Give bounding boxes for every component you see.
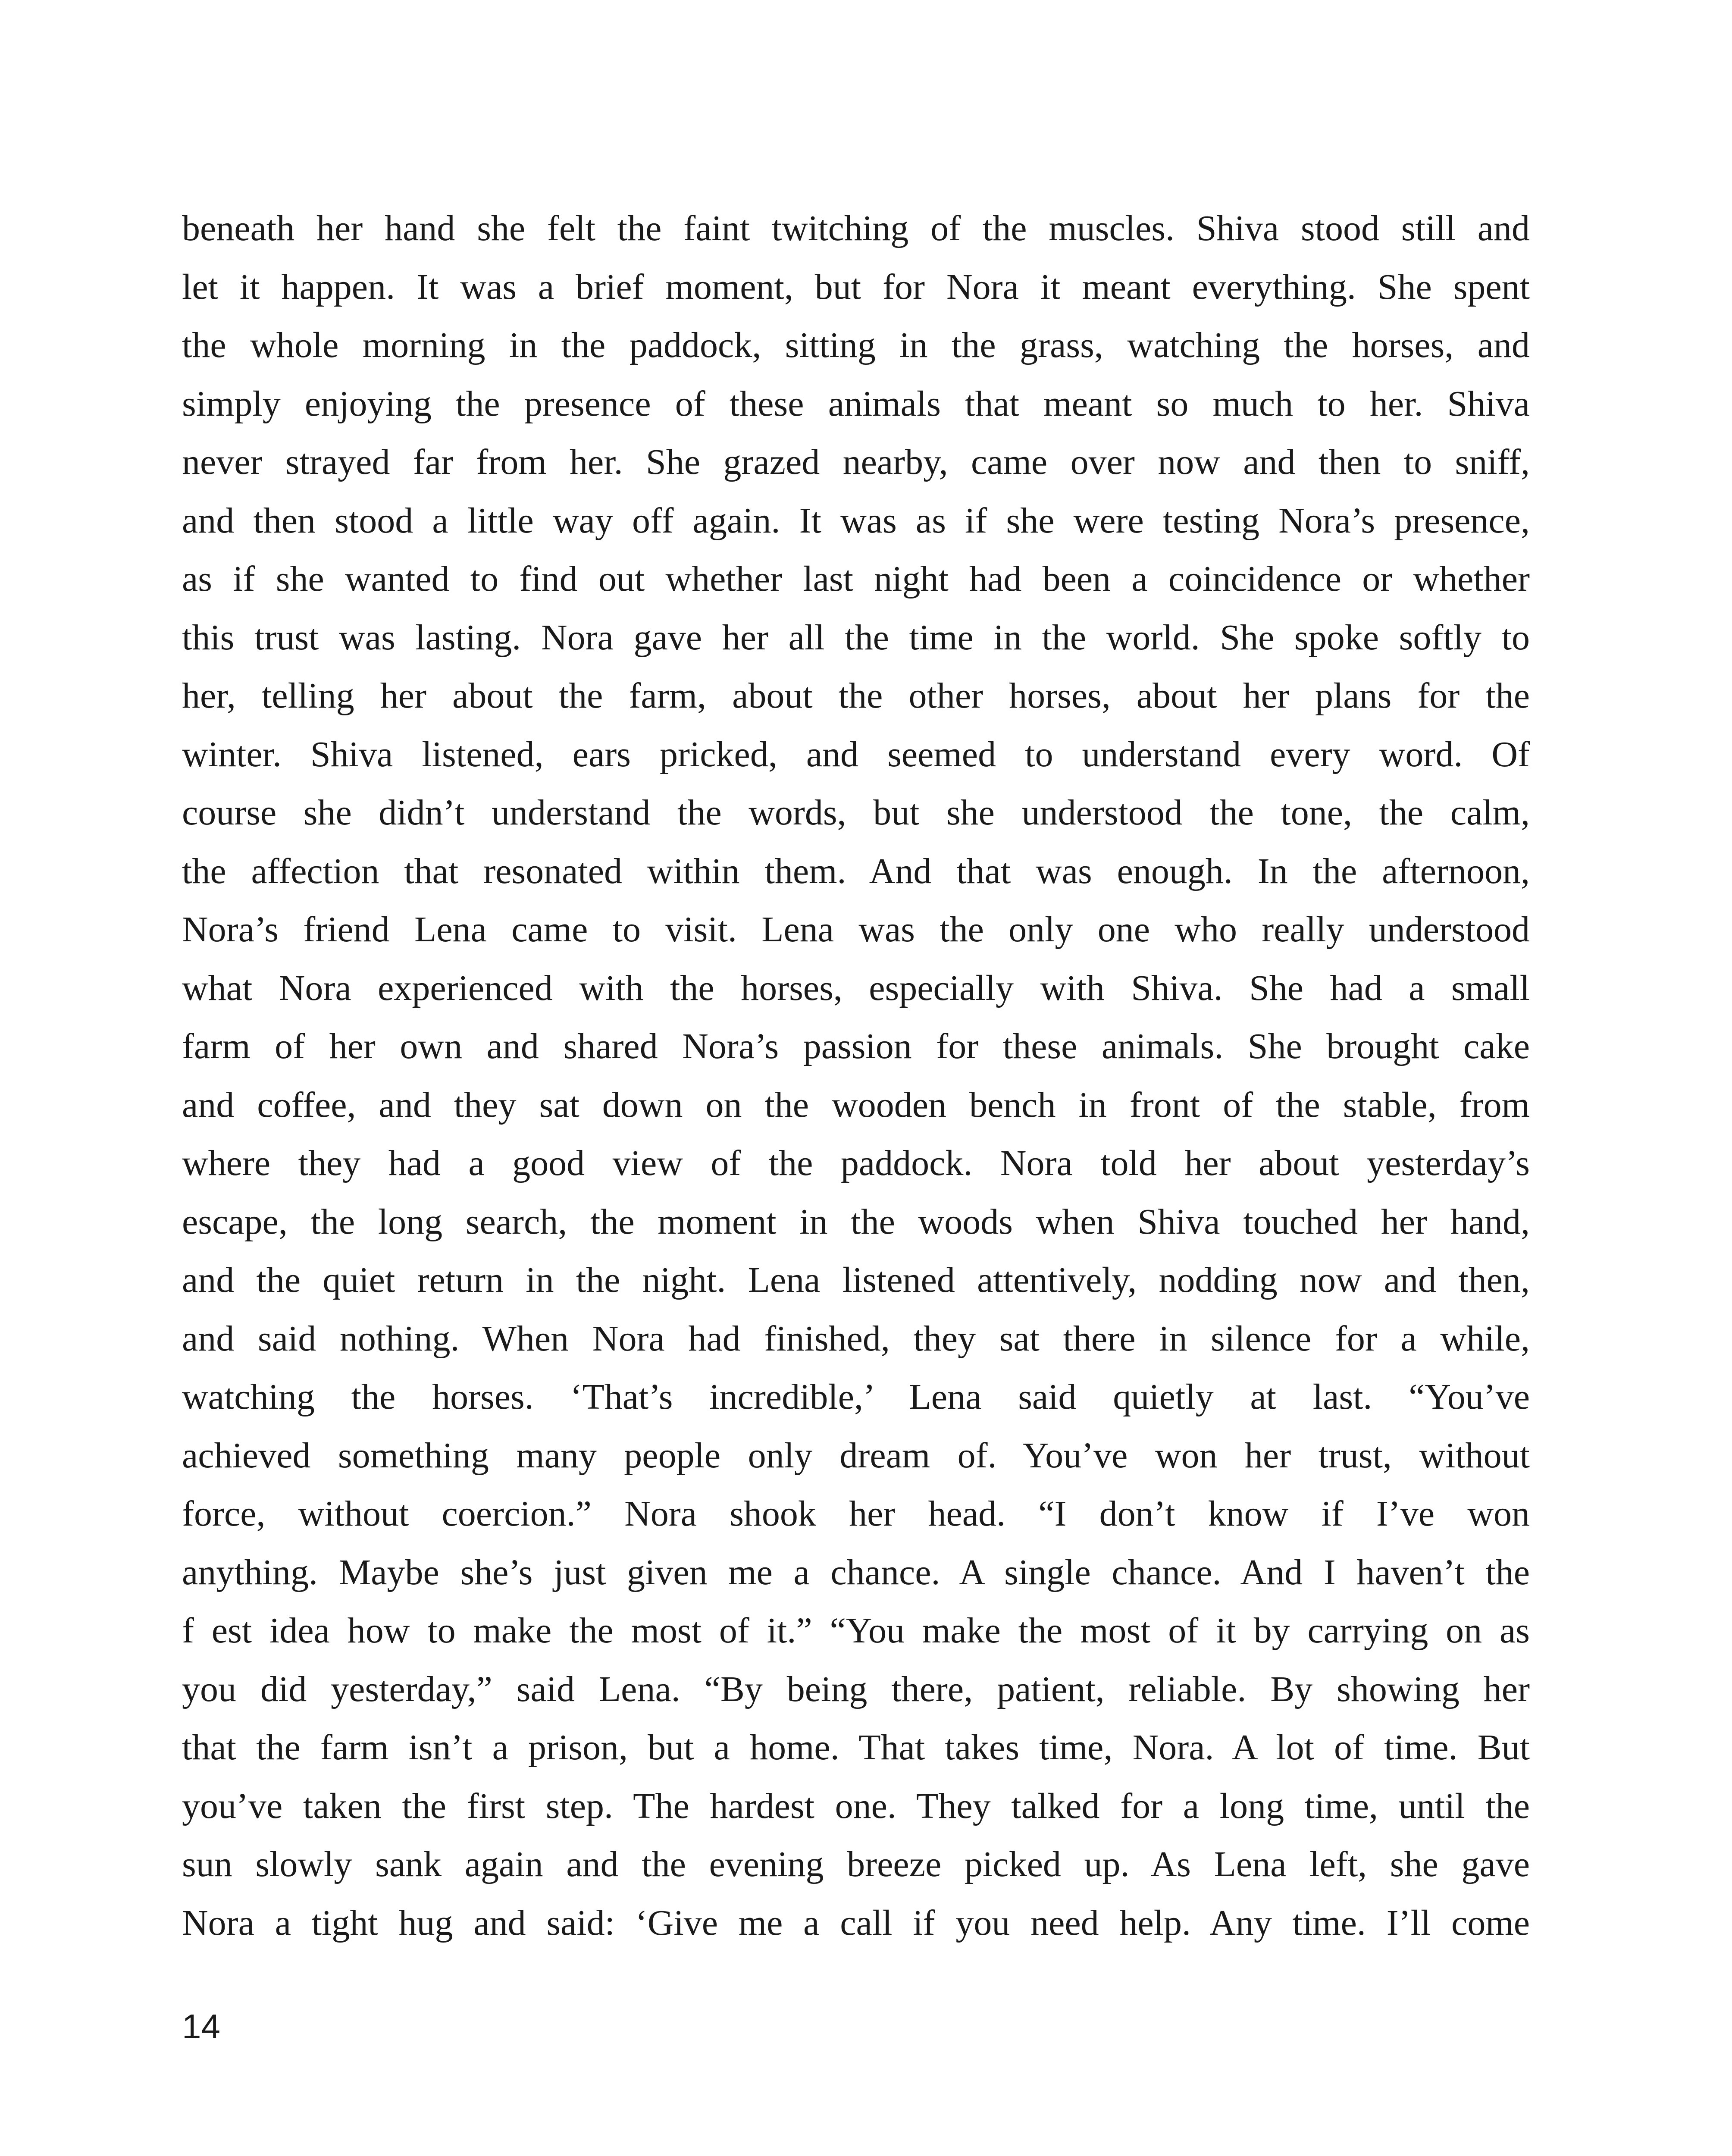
text-line: force, without coercion.” Nora shook her head. “I don’t know if I’ve won (182, 1494, 1530, 1534)
text-line: the whole morning in the paddock, sitting in the grass, watching the horses, and (182, 325, 1530, 365)
text-line: sun slowly sank again and the evening breeze picked up. As Lena left, she gave (182, 1844, 1530, 1884)
text-line: beneath her hand she felt the faint twitching of the muscles. Shiva stood still and (182, 208, 1530, 248)
text-line: you did yesterday,” said Lena. “By being there, patient, reliable. By showing her (182, 1669, 1530, 1709)
text-line: winter. Shiva listened, ears pricked, and seemed to understand every word. Of (182, 734, 1530, 774)
text-line: where they had a good view of the paddock. Nora told her about yesterday’s (182, 1143, 1530, 1183)
text-line: never strayed far from her. She grazed nearby, came over now and then to sniff, (182, 442, 1530, 482)
text-line: what Nora experienced with the horses, especially with Shiva. She had a small (182, 968, 1530, 1008)
text-line: farm of her own and shared Nora’s passion for these animals. She brought cake (182, 1026, 1530, 1066)
text-line: Nora’s friend Lena came to visit. Lena was the only one who really understood (182, 909, 1530, 950)
text-line: as if she wanted to find out whether last night had been a coincidence or whether (182, 559, 1530, 599)
text-line: and coffee, and they sat down on the wooden bench in front of the stable, from (182, 1084, 1530, 1125)
body-text (182, 199, 1530, 1952)
text-line: let it happen. It was a brief moment, but for Nora it meant everything. She spent (182, 266, 1530, 307)
text-line: you’ve taken the first step. The hardest one. They talked for a long time, until the (182, 1786, 1530, 1826)
text-line: Nora a tight hug and said: ‘Give me a call if you need help. Any time. I’ll come (182, 1902, 1530, 1943)
text-line: her, telling her about the farm, about the other horses, about her plans for the (182, 676, 1530, 716)
text-line: that the farm isn’t a prison, but a home. That takes time, Nora. A lot of time. But (182, 1727, 1530, 1767)
text-line: escape, the long search, the moment in the woods when Shiva touched her hand, (182, 1201, 1530, 1242)
text-line: the affection that resonated within them. And that was enough. In the afternoon, (182, 851, 1530, 891)
text-line: and the quiet return in the night. Lena listened attentively, nodding now and then, (182, 1260, 1530, 1300)
text-line: this trust was lasting. Nora gave her all the time in the world. She spoke softly to (182, 617, 1530, 658)
text-line: and said nothing. When Nora had finished, they sat there in silence for a while, (182, 1318, 1530, 1359)
text-line: watching the horses. ‘That’s incredible,’ Lena said quietly at last. “You’ve (182, 1377, 1530, 1417)
page-number: 14 (182, 2007, 220, 2046)
text-line: simply enjoying the presence of these animals that meant so much to her. Shiva (182, 383, 1530, 424)
text-line: achieved something many people only dream of. You’ve won her trust, without (182, 1435, 1530, 1476)
text-line: and then stood a little way off again. It was as if she were testing Nora’s presence, (182, 500, 1530, 541)
text-line: f est idea how to make the most of it.” “You make the most of it by carrying on as (182, 1611, 1530, 1651)
text-line: anything. Maybe she’s just given me a chance. A single chance. And I haven’t the (182, 1552, 1530, 1592)
text-line: course she didn’t understand the words, but she understood the tone, the calm, (182, 793, 1530, 833)
